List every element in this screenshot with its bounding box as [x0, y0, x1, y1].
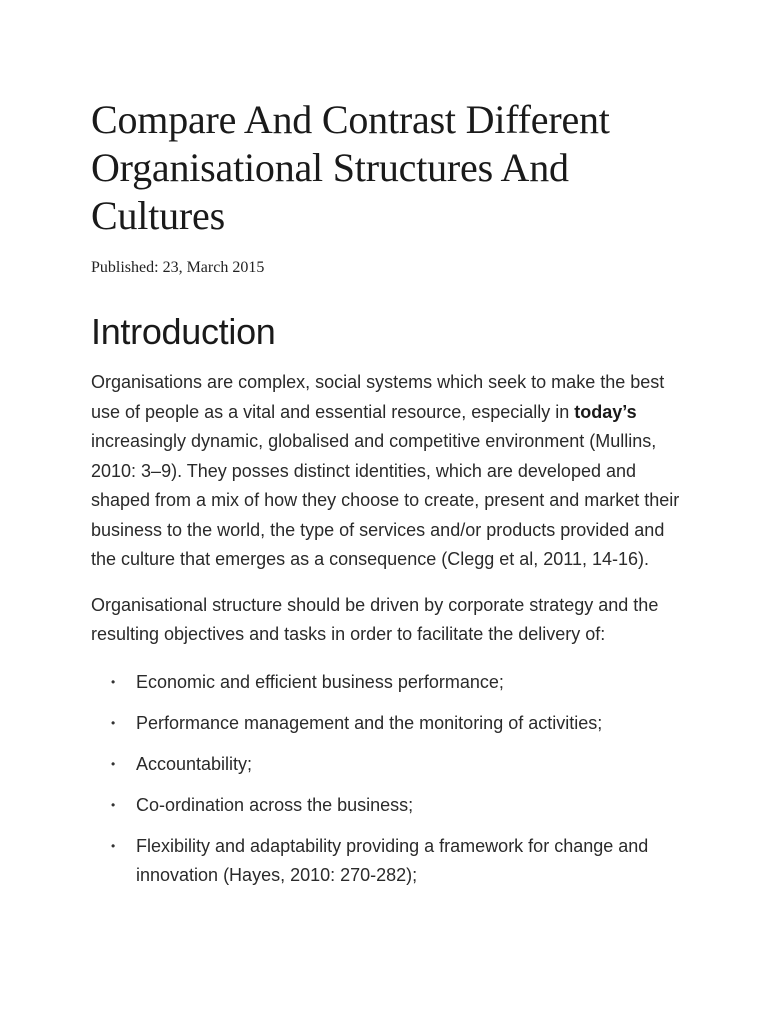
- list-item-text: Flexibility and adaptability providing a framework for change and innovation (Hayes, 2010: 270-282);: [136, 835, 649, 885]
- intro-paragraph-1: [91, 368, 691, 575]
- intro-paragraph-2: Organisational structure should be driven by corporate strategy and the resulting objectives and tasks in order to facilitate the delivery of:: [91, 594, 659, 644]
- delivery-list: [91, 668, 691, 891]
- bullet-icon: •: [111, 674, 116, 689]
- bullet-icon: •: [111, 715, 116, 730]
- intro-paragraph-1-bold: today’s: [574, 401, 637, 422]
- list-item: [111, 750, 691, 780]
- bullet-icon: •: [111, 797, 116, 812]
- list-item-text: Economic and efficient business performance;: [136, 671, 504, 692]
- list-item-text: Performance management and the monitoring of activities;: [136, 712, 603, 733]
- list-item: [111, 832, 691, 891]
- list-item: [111, 668, 691, 698]
- list-item-text: Co-ordination across the business;: [136, 794, 414, 815]
- bullet-icon: •: [111, 838, 116, 853]
- list-item-text: Accountability;: [136, 753, 253, 774]
- published-date: Published: 23, March 2015: [91, 259, 265, 276]
- list-item: [111, 709, 691, 739]
- list-item: [111, 791, 691, 821]
- bullet-icon: •: [111, 756, 116, 771]
- intro-paragraph-1-text-a: Organisations are complex, social systems which seek to make the best use of people as a vital and essential resource, especially in: [91, 372, 665, 422]
- section-heading-introduction: Introduction: [91, 311, 276, 352]
- article-title: Compare And Contrast Different Organisational Structures And Cultures: [91, 97, 610, 238]
- intro-paragraph-1-text-b: increasingly dynamic, globalised and competitive environment (Mullins, 2010: 3–9). They posses distinct identities, which are developed and shaped from a mix of how they choose to create, present and market their business to the world, the type of services and/or products provided and the culture that emerges as a consequence (Clegg et al, 2011, 14-16).: [91, 431, 680, 569]
- article: [91, 96, 691, 902]
